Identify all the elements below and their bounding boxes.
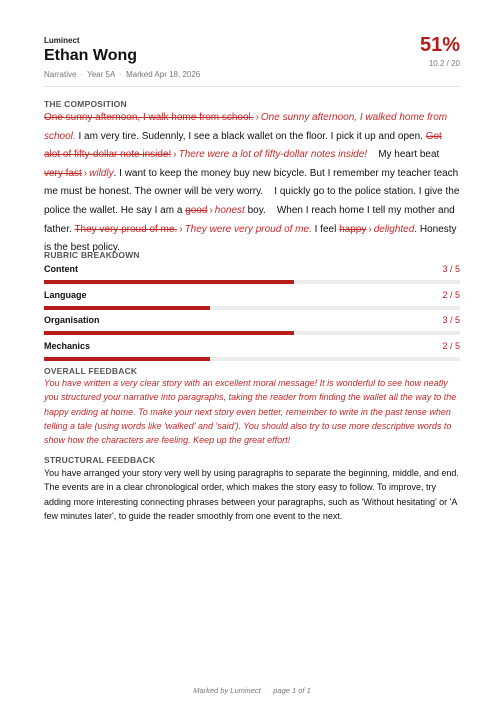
meta-marked-date: Marked Apr 18, 2026 <box>125 70 201 79</box>
rubric-track <box>44 306 460 310</box>
corrected-text: They were very proud of me. <box>184 223 312 235</box>
student-name: Ethan Wong <box>44 47 138 64</box>
score-raw: 10.2 / 20 <box>428 59 460 68</box>
rubric-score: 2 / 5 <box>442 290 460 300</box>
deleted-text: They very proud of me. <box>74 223 178 235</box>
rubric-fill <box>44 357 210 361</box>
rubric-heading: RUBRIC BREAKDOWN <box>44 250 140 260</box>
score-percent: 51% <box>419 34 460 56</box>
page-footer <box>44 686 460 695</box>
rubric-row-organisation <box>44 315 460 341</box>
rubric-score: 3 / 5 <box>442 264 460 274</box>
rubric-label: Organisation <box>44 315 100 325</box>
rubric-track <box>44 331 460 335</box>
rubric-track <box>44 357 460 361</box>
rubric-fill <box>44 306 210 310</box>
rubric-score: 2 / 5 <box>442 341 460 351</box>
correction-arrow: › <box>255 112 259 123</box>
report-meta <box>44 70 200 79</box>
composition-segment: . Honesty is the best policy. <box>44 223 460 254</box>
corrected-text: delighted <box>373 223 415 235</box>
correction-arrow: › <box>83 167 88 179</box>
corrected-text: There were a lot of fifty-dollar notes inside! <box>178 149 368 161</box>
rubric-score: 3 / 5 <box>442 315 460 325</box>
composition-heading: THE COMPOSITION <box>44 99 127 109</box>
structural-feedback-text: You have arranged your story very well by using paragraphs to separate the beginning, middle, and end. The events are in a clear chronological order, which makes the story easy to follow. To improve, try adding more interesting connecting phrases between your paragraphs, such as 'Without hesitating' or 'A few minutes later', to guide the reader smoothly from one event to the next. <box>44 468 459 521</box>
composition-segment: boy. When I reach home I tell my mother and father. <box>44 204 458 235</box>
score-block <box>420 33 460 68</box>
correction-arrow: › <box>209 204 213 216</box>
correction-arrow: › <box>368 223 372 235</box>
rubric-track <box>44 280 460 284</box>
correction-arrow: › <box>173 149 177 161</box>
overall-feedback-text: You have written a very clear story with an excellent moral message! It is wonderful to see how neatly you structured your narrative into paragraphs, taking the reader from finding the wallet all the way to the happy ending at home. To make your next story even better, remember to write in the past tense when telling a tale (using words like 'walked' and 'said'). You should also try to use more descriptive words to show how the characters are feeling. Keep up the great effort! <box>44 378 457 446</box>
rubric-row-language <box>44 290 460 316</box>
rubric-row-content <box>44 264 460 290</box>
overall-feedback-heading: OVERALL FEEDBACK <box>44 366 138 376</box>
footer-marked-by: Marked by Luminect <box>193 686 261 695</box>
footer-separator: · <box>265 686 269 695</box>
rubric-fill <box>44 331 294 335</box>
meta-type: Narrative <box>44 70 77 79</box>
deleted-text: very fast <box>44 167 82 179</box>
brand-name: Luminect <box>44 36 80 45</box>
composition-segment: I am very tire. Sudennly, I see a black wallet on the floor. I pick it up and open. <box>75 130 426 142</box>
meta-separator: · <box>119 70 122 79</box>
corrected-text: One sunny afternoon, I walked home from school. <box>44 112 448 142</box>
deleted-text: good <box>185 204 208 216</box>
footer-page-number: page 1 of 1 <box>273 686 311 695</box>
report-page <box>44 0 463 712</box>
rubric-label: Content <box>44 264 78 274</box>
corrected-text: wildly <box>89 167 114 179</box>
rubric-row-mechanics <box>44 341 460 367</box>
correction-arrow: › <box>179 223 183 235</box>
composition-segment: . I want to keep the money buy new bicycle. But I remember my teacher teach me must be honest. The owner will be very worry. I quickly go to the police station. I give the police the wallet. He say I am a <box>44 167 463 216</box>
meta-separator: · <box>80 70 84 79</box>
deleted-text: One sunny afternoon, I walk home from school. <box>44 112 254 123</box>
rubric-label: Language <box>44 290 87 300</box>
structural-feedback-heading: STRUCTURAL FEEDBACK <box>44 455 156 465</box>
rubric-label: Mechanics <box>44 341 91 351</box>
deleted-text: Got alot of fifty-dollar note inside! <box>44 130 442 161</box>
corrected-text: honest <box>214 204 245 216</box>
composition-text <box>44 109 463 258</box>
composition-segment: My heart beat <box>367 149 443 161</box>
composition-segment: I feel <box>311 223 340 235</box>
deleted-text: happy <box>339 223 367 235</box>
rubric-fill <box>44 280 294 284</box>
header-divider <box>44 86 460 87</box>
meta-class: Year 5A <box>87 70 116 79</box>
